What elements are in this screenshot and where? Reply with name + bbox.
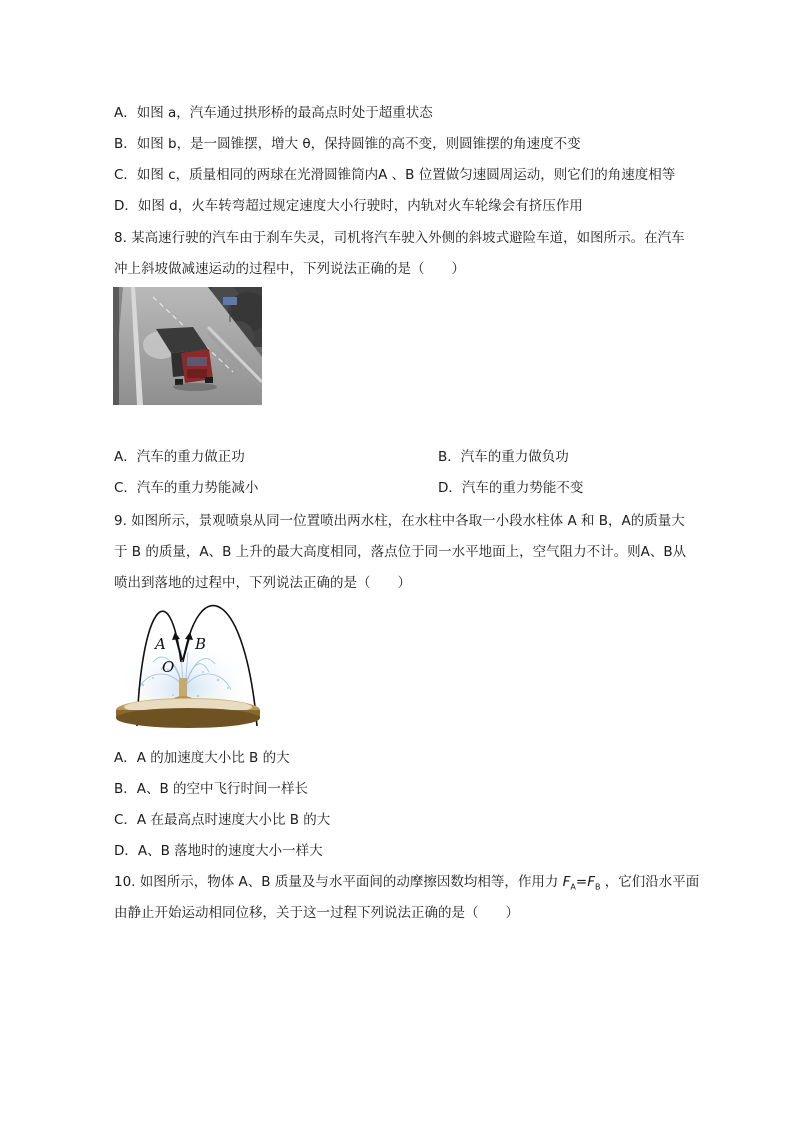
force-a-subscript: A [570,882,576,892]
q10-stem-line1 [114,873,699,897]
q9-stem-line2: 于 B 的质量，A、B 上升的最大高度相同，落点位于同一水平地面上，空气阻力不计。则A、B从 [114,544,687,560]
q7-option-d: D．如图 d，火车转弯超过规定速度大小行驶时，内轨对火车轮缘会有挤压作用 [114,198,583,214]
q8-option-b: B．汽车的重力做负功 [438,449,569,465]
fountain-figure [113,600,263,732]
q9-option-c: C．A 在最高点时速度大小比 B 的大 [114,812,331,828]
q7-option-a: A．如图 a，汽车通过拱形桥的最高点时处于超重状态 [114,105,433,121]
truck-escape-ramp-photo [113,287,262,405]
force-equals: = [575,874,588,890]
q8-stem-line2: 冲上斜坡做减速运动的过程中，下列说法正确的是（ ） [114,261,465,277]
q8-stem-line1: 8. 某高速行驶的汽车由于刹车失灵，司机将汽车驶入外侧的斜坡式避险车道，如图所示。在汽车 [114,230,685,246]
q8-option-d: D．汽车的重力势能不变 [438,480,584,496]
q10-stem-post: ，它们沿水平面 [600,874,700,890]
label-o: O [162,658,175,676]
label-a: A [155,635,166,653]
force-b-symbol: F [587,874,595,890]
q9-stem-line3: 喷出到落地的过程中，下列说法正确的是（ ） [114,575,411,591]
q10-stem-line2: 由静止开始运动相同位移，关于这一过程下列说法正确的是（ ） [114,905,519,921]
q9-option-b: B．A、B 的空中飞行时间一样长 [114,781,309,797]
q9-option-d: D．A、B 落地时的速度大小一样大 [114,843,323,859]
q7-option-b: B．如图 b，是一圆锥摆，增大 θ，保持圆锥的高不变，则圆锥摆的角速度不变 [114,136,581,152]
q8-option-a: A．汽车的重力做正功 [114,449,245,465]
force-a-symbol: F [562,874,571,890]
label-b: B [195,635,207,653]
q10-stem-pre: 10. 如图所示，物体 A、B 质量及与水平面间的动摩擦因数均相等，作用力 [114,874,563,890]
q7-option-c: C．如图 c，质量相同的两球在光滑圆锥筒内A 、B 位置做匀速圆周运动，则它们的角速度相等 [114,167,676,183]
q9-option-a: A．A 的加速度大小比 B 的大 [114,750,290,766]
q9-stem-line1: 9. 如图所示，景观喷泉从同一位置喷出两水柱，在水柱中各取一小段水柱体 A 和 B，A的质量大 [114,513,685,529]
force-b-subscript: B [594,882,601,892]
q8-option-c: C．汽车的重力势能减小 [114,480,259,496]
